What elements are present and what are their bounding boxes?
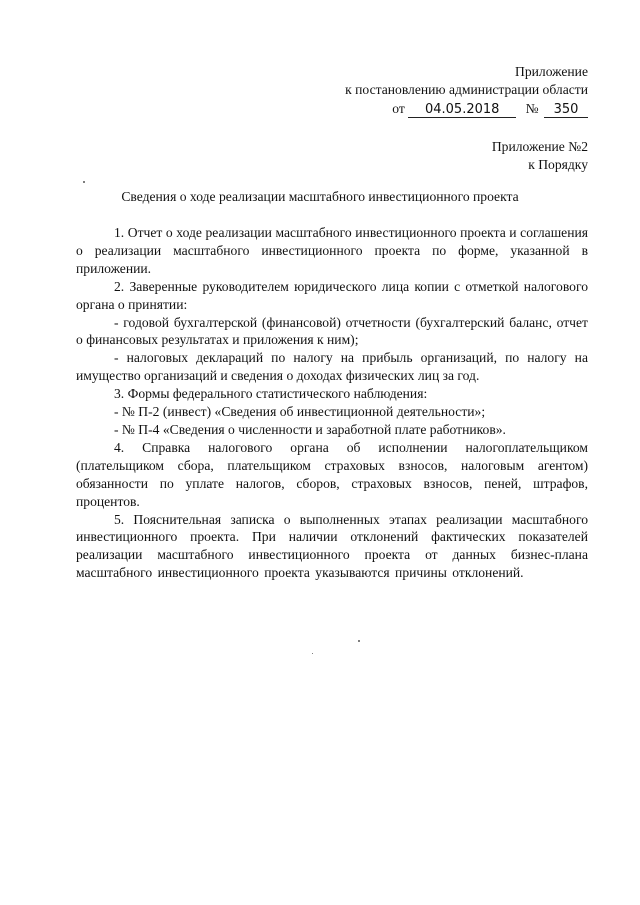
paragraph-2-item-1: - годовой бухгалтерской (финансовой) отчетности (бухгалтерский баланс, отчет о финансовых результатах и приложения к ним); [76,314,588,348]
scan-speck [358,640,360,642]
paragraph-3: 3. Формы федерального статистического наблюдения: [114,386,428,402]
paragraph-3-item-2: - № П-4 «Сведения о численности и заработной плате работников». [114,421,506,437]
appendix-to-procedure: к Порядку [528,157,588,172]
paragraph-4: 4. Справка налогового органа об исполнении налогоплательщиком (плательщиком сбора, плательщиком страховых взносов, налоговым агентом) обязанности по уплате налогов, сборов, страховых взносов, пеней, штрафов, процентов. [76,439,588,509]
scan-speck [83,181,85,183]
header-resolution-ref: к постановлению администрации области [345,82,588,97]
paragraph-1: 1. Отчет о ходе реализации масштабного инвестиционного проекта и соглашения о реализации масштабного инвестиционного проекта по форме, указанной в приложении. [76,225,588,276]
paragraph-5: 5. Пояснительная записка о выполненных этапах реализации масштабного инвестиционного проекта. При наличии отклонений фактических показателей реализации масштабного инвестиционного проекта от данных бизнес-плана масштабного инвестиционного проекта указываются причины отклонений. [76,511,588,581]
document-body [76,224,588,582]
order-date-number-line [345,100,588,118]
appendix-reference [492,138,588,174]
resolution-header [345,63,588,118]
paragraph-2: 2. Заверенные руководителем юридического лица копии с отметкой налогового органа о принятии: [76,278,588,312]
handwritten-number: 350 [544,102,588,118]
header-appendix-label: Приложение [515,64,588,79]
document-title: Сведения о ходе реализации масштабного инвестиционного проекта [121,189,519,204]
scan-speck [312,653,313,654]
number-sign: № [525,101,539,116]
paragraph-2-item-2: - налоговых деклараций по налогу на прибыль организаций, по налогу на имущество организаций и сведения о доходах физических лиц за год. [76,350,588,384]
appendix-number: Приложение №2 [491,139,588,154]
paragraph-3-item-1: - № П-2 (инвест) «Сведения об инвестиционной деятельности»; [114,404,486,420]
from-label: от [392,101,405,116]
handwritten-date: 04.05.2018 [408,102,516,118]
